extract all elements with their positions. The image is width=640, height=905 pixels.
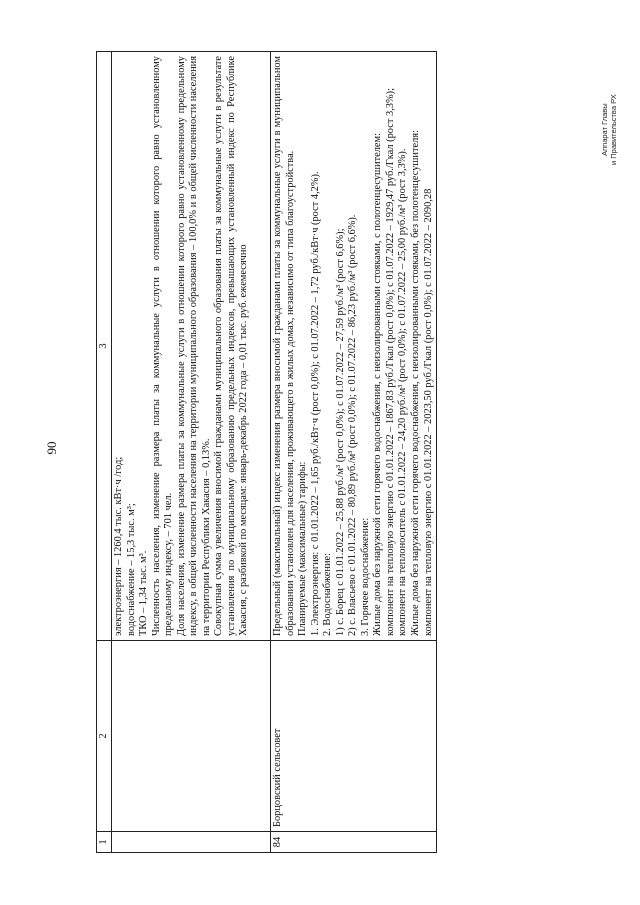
- municipality-cell: [112, 641, 271, 832]
- text-line: Предельный (максимальный) индекс изменения размера вносимой гражданами платы за коммунальные услуги в муниципальном образовании установлен для населения, проживающего в жилых домах, независимо от типа благоустройства.: [272, 56, 296, 636]
- header-col-2: 2: [97, 641, 112, 832]
- text-line: компонент на тепловую энергию с 01.01.2022 – 1867,83 руб./Гкал (рост 0,0%); с 01.07.2022 – 1929,47 руб./Гкал (рост 3,3%);: [384, 88, 396, 636]
- text-line: Планируемые (максимальные) тарифы:: [297, 461, 309, 636]
- stamp-line-1: Аппарат Главы: [600, 103, 609, 156]
- text-line: 3. Горячее водоснабжение:: [359, 517, 371, 636]
- text-line: водоснабжение – 15,3 тыс. м³;: [125, 503, 137, 636]
- stamp-line-2: и Правительства РХ: [609, 94, 618, 165]
- row-number-cell: [112, 832, 271, 853]
- text-line: 1) с. Борец с 01.01.2022 – 25,88 руб./м³ (рост 0,0%); с 01.07.2022 – 27,59 руб./м³ (рост 6,6%);: [334, 228, 346, 636]
- header-col-3: 3: [97, 52, 112, 641]
- description-cell: [112, 52, 271, 641]
- municipality-name: Борцовский сельсовет: [271, 641, 437, 832]
- text-line: Жилые дома без наружной сети горячего водоснабжения, с неизолированными стояками, без полотенцесушителя:: [410, 130, 422, 636]
- table-row-borcovsky: [271, 52, 437, 853]
- tariff-table: [96, 51, 437, 853]
- header-col-1: 1: [97, 832, 112, 853]
- text-line: 2) с. Власьево с 01.01.2022 – 80,89 руб./м³ (рост 0,0%); с 01.07.2022 – 86,23 руб./м³ (рост 6,6%).: [347, 214, 359, 636]
- text-line: Жилые дома без наружной сети горячего водоснабжения, с неизолированными стояками, с полотенцесушителем:: [372, 133, 384, 636]
- text-line: компонент на теплоноситель с 01.01.2022 – 24,20 руб./м³ (рост 0,0%); с 01.07.2022 – 25,00 руб./м³ (рост 3,3%).: [397, 148, 409, 636]
- office-stamp: [600, 94, 618, 165]
- row-number: 84: [271, 832, 437, 853]
- text-line: Совокупная сумма увеличения вносимой гражданами муниципального образования платы за коммунальные услуги в результате установления по муниципальному образованию предельных индексов, превышающих установленный индекс по Республике Хакасия, с разбивкой по месяцам: январь-декабрь 2022 года – 0,01 тыс. руб. ежемесячно: [213, 56, 250, 636]
- page-number: 90: [44, 441, 59, 455]
- text-line: 2. Водоснабжение:: [322, 552, 334, 636]
- description-cell: [271, 52, 437, 641]
- text-line: Доля населения, изменение размера платы за коммунальные услуги в отношении которого равно установленному предельному индексу, в общей численности населения на территории муниципального образования – 100,0% и в общей численности населения на территории Республики Хакасия – 0,13%.: [175, 56, 212, 636]
- table-header-row: [97, 52, 112, 853]
- text-line: 1. Электроэнергия: с 01.01.2022 – 1,65 руб./кВт·ч (рост 0,0%); с 01.07.2022 – 1,72 руб./кВт·ч (рост 4,2%).: [309, 171, 321, 636]
- text-line: Численность населения, изменение размера платы за коммунальные услуги в отношении которого равно установленному предельному индексу, – 701 чел.: [150, 56, 175, 636]
- text-line: электроэнергия – 1260,4 тыс. кВт·ч /год;: [113, 456, 124, 636]
- text-line: ТКО – 1,34 тыс. м³.: [138, 550, 150, 636]
- text-line: компонент на тепловую энергию с 01.01.2022 – 2023,50 руб./Гкал (рост 0,0%); с 01.07.2022 – 2090,28: [422, 188, 434, 636]
- table-row-continuation: [112, 52, 271, 853]
